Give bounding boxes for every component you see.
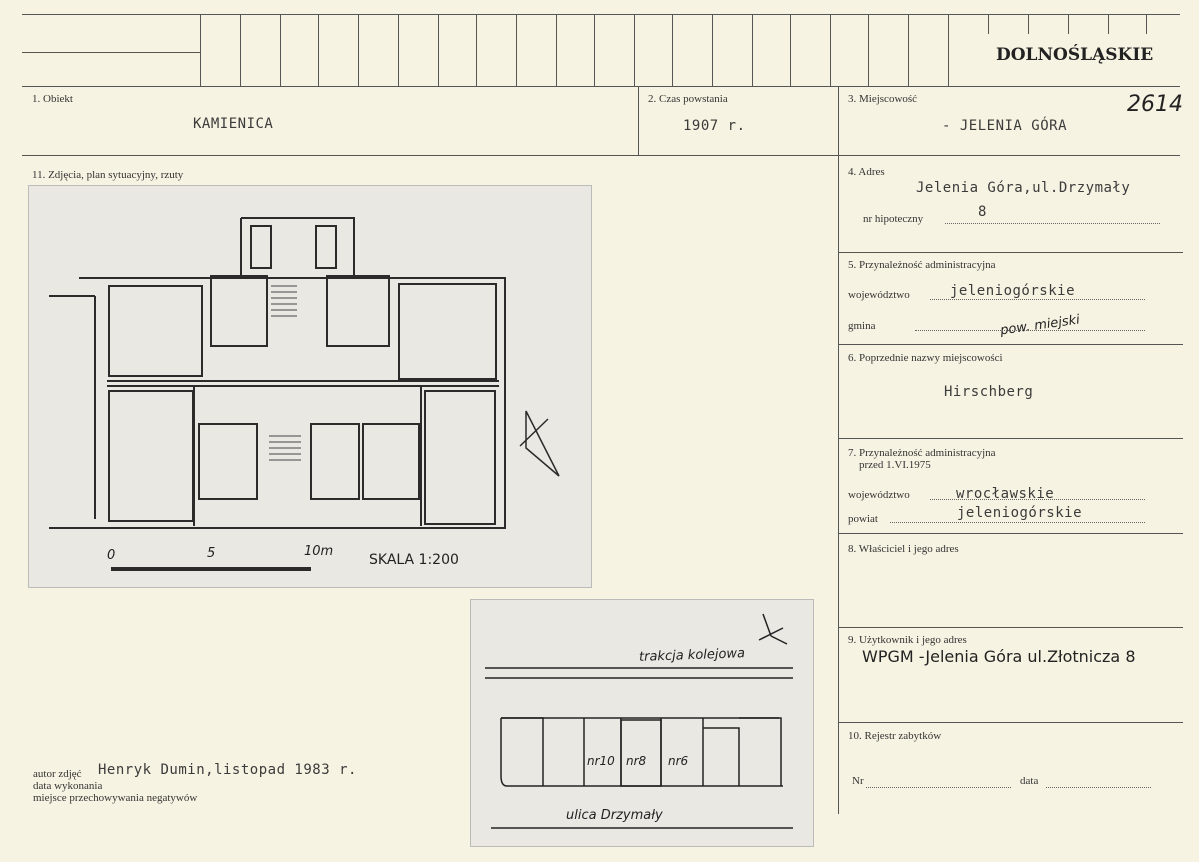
scale-label: SKALA 1:200 xyxy=(369,552,459,568)
powiat-label: powiat xyxy=(848,513,878,525)
header-cell-divider xyxy=(988,14,989,34)
header-cell-divider xyxy=(908,14,909,86)
field-label-obiekt: 1. Obiekt xyxy=(32,93,73,105)
field-value-adres: Jelenia Góra,ul.Drzymały xyxy=(916,180,1131,196)
header-cell-divider xyxy=(516,14,517,86)
field-label-czas: 2. Czas powstania xyxy=(648,93,728,105)
gmina-line xyxy=(915,330,1145,331)
header-cell-divider xyxy=(240,14,241,86)
nr-hipoteczny-label: nr hipoteczny xyxy=(863,213,924,225)
header-cell-divider xyxy=(438,14,439,86)
region-title: DOLNOŚLĄSKIE xyxy=(996,45,1154,65)
header-cell-divider xyxy=(594,14,595,86)
powiat-value: jeleniogórskie xyxy=(957,505,1083,521)
wojewodztwo-1975-label: województwo xyxy=(848,489,910,501)
header-rule-1 xyxy=(22,52,200,53)
field-value-obiekt: KAMIENICA xyxy=(193,116,274,132)
author-label: autor zdjęć xyxy=(33,768,82,780)
header-cell-divider xyxy=(318,14,319,86)
header-cell-divider xyxy=(712,14,713,86)
row1-bottom-rule xyxy=(22,155,1180,156)
row1-divider-2 xyxy=(838,86,839,814)
lot-label-nr6: nr6 xyxy=(668,754,689,768)
field-value-miejscowosc: - JELENIA GÓRA xyxy=(942,118,1068,134)
header-cell-divider xyxy=(200,14,201,86)
rejestr-nr-label: Nr xyxy=(852,775,864,787)
negatives-label: miejsce przechowywania negatywów xyxy=(33,792,198,804)
rule-after-6 xyxy=(838,438,1183,439)
wojewodztwo-1975-value: wrocławskie xyxy=(956,486,1055,502)
rejestr-nr-line xyxy=(866,787,1011,788)
rule-after-5 xyxy=(838,344,1183,345)
rule-after-8 xyxy=(838,627,1183,628)
top-rule xyxy=(22,14,1180,15)
wojewodztwo-value: jeleniogórskie xyxy=(950,283,1076,299)
lot-label-nr8: nr8 xyxy=(626,754,647,768)
row1-divider-1 xyxy=(638,86,639,155)
field-label-uzytkownik: 9. Użytkownik i jego adres xyxy=(848,634,967,646)
header-cell-divider xyxy=(1146,14,1147,34)
site-plan-photo xyxy=(470,599,814,847)
rule-after-4 xyxy=(838,252,1183,253)
wojewodztwo-line xyxy=(930,299,1145,300)
header-rule-2 xyxy=(22,86,1180,87)
date-label: data wykonania xyxy=(33,780,103,792)
field-label-przynaleznosc-1975: 7. Przynależność administracyjna xyxy=(848,447,996,459)
rule-after-9 xyxy=(838,722,1183,723)
rejestr-data-line xyxy=(1046,787,1151,788)
header-cell-divider xyxy=(556,14,557,86)
rule-after-7 xyxy=(838,533,1183,534)
floor-plan-photo xyxy=(28,185,592,588)
field-label-przynaleznosc: 5. Przynależność administracyjna xyxy=(848,259,996,271)
header-cell-divider xyxy=(790,14,791,86)
rejestr-data-label: data xyxy=(1020,775,1039,787)
author-value: Henryk Dumin,listopad 1983 r. xyxy=(98,762,357,778)
header-cell-divider xyxy=(1068,14,1069,34)
field-label-zdjecia: 11. Zdjęcia, plan sytuacyjny, rzuty xyxy=(32,169,184,181)
field-label-przynaleznosc-1975-date: przed 1.VI.1975 xyxy=(859,459,931,471)
header-cell-divider xyxy=(358,14,359,86)
field-value-czas: 1907 r. xyxy=(683,118,746,134)
header-cell-divider xyxy=(868,14,869,86)
wojewodztwo-label: województwo xyxy=(848,289,910,301)
header-cell-divider xyxy=(830,14,831,86)
lot-label-nr10: nr10 xyxy=(587,754,615,768)
header-cell-divider xyxy=(752,14,753,86)
header-cell-divider xyxy=(476,14,477,86)
header-cell-divider xyxy=(1108,14,1109,34)
wojewodztwo-1975-line xyxy=(930,499,1145,500)
catalog-number: 2614 xyxy=(1127,92,1183,117)
field-label-poprzednie: 6. Poprzednie nazwy miejscowości xyxy=(848,352,1003,364)
scale-tick-10m: 10m xyxy=(304,544,334,559)
field-value-uzytkownik: WPGM -Jelenia Góra ul.Złotnicza 8 xyxy=(862,647,1136,666)
floor-plan-drawing xyxy=(29,186,591,587)
header-cell-divider xyxy=(634,14,635,86)
field-label-miejscowosc: 3. Miejscowość xyxy=(848,93,918,105)
nr-hipoteczny-line xyxy=(945,223,1160,224)
header-cell-divider xyxy=(672,14,673,86)
field-label-wlasciciel: 8. Właściciel i jego adres xyxy=(848,543,959,555)
nr-hipoteczny-value: 8 xyxy=(978,204,987,220)
header-cell-divider xyxy=(280,14,281,86)
scale-tick-0: 0 xyxy=(107,548,116,563)
header-cell-divider xyxy=(398,14,399,86)
header-cell-divider xyxy=(948,14,949,86)
gmina-label: gmina xyxy=(848,320,876,332)
railway-label: trakcja kolejowa xyxy=(638,646,746,665)
gmina-value: pow. miejski xyxy=(999,312,1081,339)
powiat-line xyxy=(890,522,1145,523)
field-label-adres: 4. Adres xyxy=(848,166,885,178)
field-value-poprzednie: Hirschberg xyxy=(944,384,1034,400)
header-cell-divider xyxy=(1028,14,1029,34)
field-label-rejestr: 10. Rejestr zabytków xyxy=(848,730,942,742)
street-label: ulica Drzymały xyxy=(566,808,663,823)
scale-tick-5: 5 xyxy=(207,546,216,561)
